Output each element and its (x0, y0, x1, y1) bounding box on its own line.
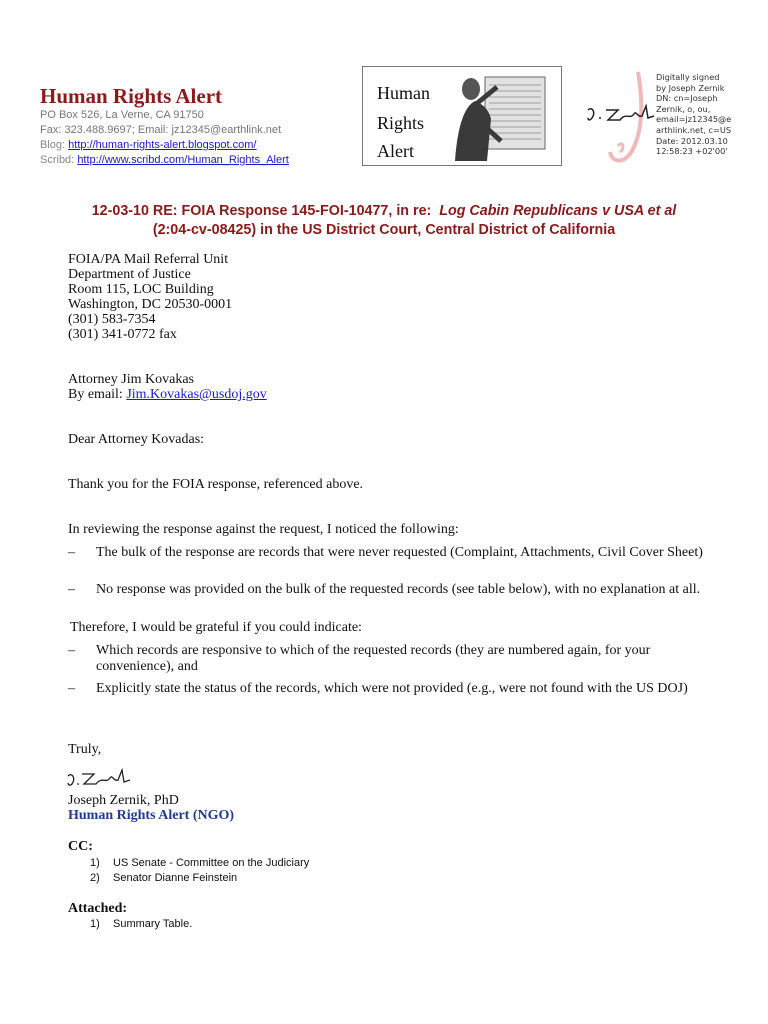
recipient-line-4: Washington, DC 20530-0001 (68, 297, 233, 312)
signature-mark-image (582, 66, 662, 166)
request-text-1: Which records are responsive to which of the requested records (they are numbered again, for your convenience), and (96, 643, 651, 674)
finding-item-2 (68, 582, 708, 598)
logo-word-rights: Rights (377, 113, 425, 133)
bullet-dash: – (68, 643, 75, 658)
recipient-line-2: Department of Justice (68, 267, 191, 282)
attached-item-text: Summary Table. (113, 918, 193, 930)
closing: Truly, (68, 742, 102, 757)
cc-item-text: US Senate - Committee on the Judiciary (113, 857, 310, 869)
bullet-dash: – (68, 681, 75, 696)
request-item-1 (68, 643, 708, 674)
digital-signature-block (582, 66, 752, 166)
subject-line-1 (0, 202, 768, 221)
address-line (40, 108, 204, 123)
cc-header: CC: (68, 839, 93, 854)
scribd-link[interactable]: http://www.scribd.com/Human_Rights_Alert (77, 154, 289, 166)
blog-label: Blog: (40, 139, 66, 151)
attorney-email-line (68, 387, 267, 402)
cc-item-number: 1) (90, 857, 100, 869)
attached-item-1 (90, 917, 192, 931)
review-intro: In reviewing the response against the request, I noticed the following: (68, 522, 459, 537)
logo-word-alert: Alert (377, 141, 414, 161)
declaration-photo-image (441, 71, 555, 161)
recipient-line-3: Room 115, LOC Building (68, 282, 214, 297)
cc-item-text: Senator Dianne Feinstein (113, 872, 238, 884)
blog-link[interactable]: http://human-rights-alert.blogspot.com/ (68, 139, 257, 151)
attorney-email-link[interactable]: Jim.Kovakas@usdoj.gov (126, 387, 267, 402)
blog-line (40, 138, 256, 153)
recipient-line-5: (301) 583-7354 (68, 312, 156, 327)
salutation: Dear Attorney Kovadas: (68, 432, 205, 447)
bullet-dash: – (68, 545, 75, 560)
thanks-paragraph: Thank you for the FOIA response, referenced above. (68, 477, 364, 492)
bullet-dash: – (68, 582, 75, 597)
digital-signature-text: Digitally signed by Joseph Zernik DN: cn=Joseph Zernik, o, ou, email=jz12345@e arthlink.net, c=US Date: 2012.03.10 12:58:23 +02'00' (656, 72, 732, 157)
handwritten-signature-image (66, 766, 132, 790)
subject-case-name: Log Cabin Republicans v USA et al (439, 203, 677, 219)
subject-line-2: (2:04-cv-08425) in the US District Court, Central District of California (152, 222, 616, 238)
cc-item-2 (90, 871, 237, 885)
therefore-line: Therefore, I would be grateful if you could indicate: (70, 620, 362, 635)
logo-box (362, 66, 562, 166)
logo-word-human: Human (377, 83, 430, 103)
signer-name: Joseph Zernik, PhD (68, 793, 179, 808)
attorney-email-prefix: By email: (68, 387, 127, 402)
scribd-line (40, 153, 289, 168)
attached-header: Attached: (68, 901, 128, 916)
cc-item-number: 2) (90, 872, 100, 884)
finding-text-2: No response was provided on the bulk of the requested records (see table below), with no explanation at all. (96, 582, 701, 597)
subject-heading (0, 202, 768, 240)
signer-org: Human Rights Alert (NGO) (68, 808, 235, 823)
fax-email-text: Fax: 323.488.9697; Email: jz12345@earthlink.net (40, 124, 282, 136)
org-title: Human Rights Alert (40, 84, 223, 108)
fax-email-line (40, 123, 281, 138)
scribd-label: Scribd: (40, 154, 75, 166)
request-item-2 (68, 681, 708, 697)
request-text-2: Explicitly state the status of the records, which were not provided (e.g., were not found with the US DOJ) (96, 681, 688, 696)
recipient-line-1: FOIA/PA Mail Referral Unit (68, 252, 229, 267)
attorney-name: Attorney Jim Kovakas (68, 372, 194, 387)
finding-text-1: The bulk of the response are records that were never requested (Complaint, Attachments, Civil Cover Sheet) (96, 545, 703, 560)
cc-item-1 (90, 856, 309, 870)
recipient-line-6: (301) 341-0772 fax (68, 327, 177, 342)
subject-prefix: 12-03-10 RE: FOIA Response 145-FOI-10477, in re: (91, 203, 436, 219)
address-text: PO Box 526, La Verne, CA 91750 (40, 109, 204, 121)
finding-item-1 (68, 545, 708, 561)
attached-item-number: 1) (90, 918, 100, 930)
